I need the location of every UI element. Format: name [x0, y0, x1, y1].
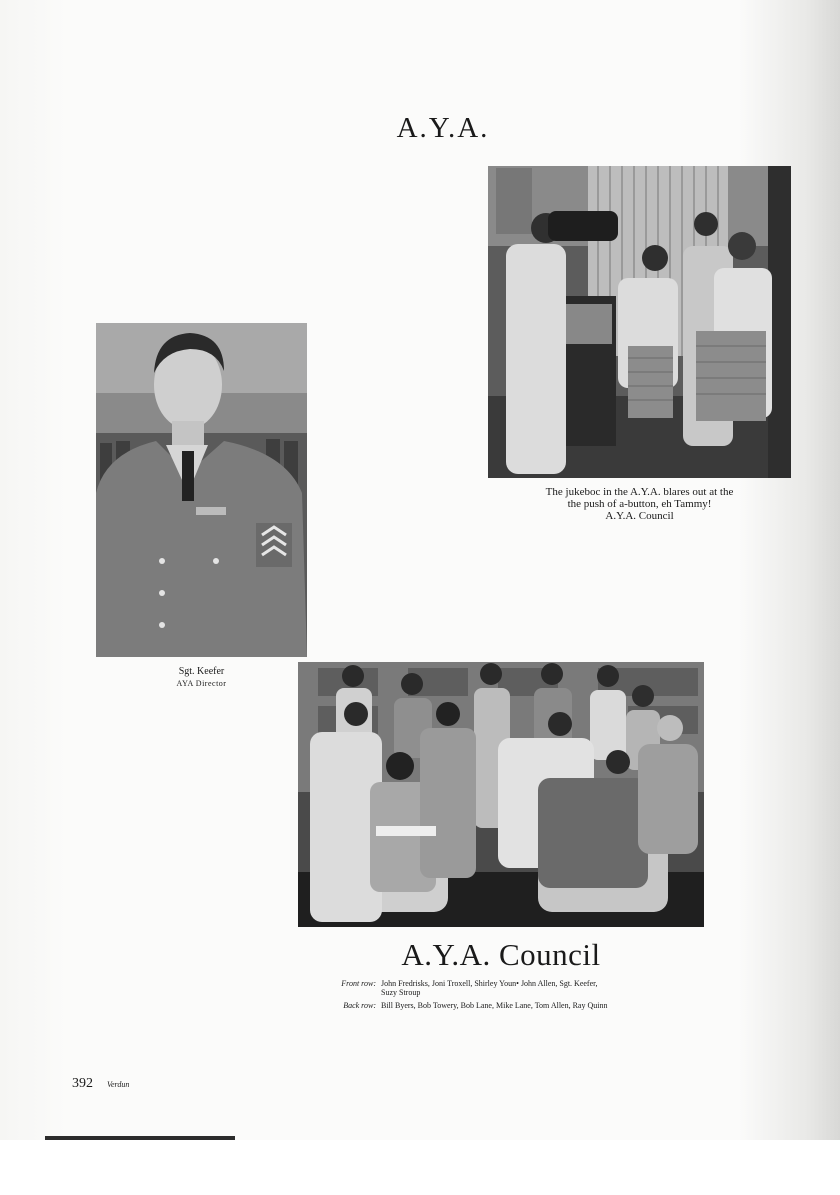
front-row-names: [326, 979, 706, 997]
jukebox-caption-line: The jukeboc in the A.Y.A. blares out at the: [545, 486, 734, 498]
front-row-label: Front row:: [341, 979, 376, 988]
front-row-list: [381, 979, 706, 997]
jukebox-caption-line: A.Y.A. Council: [605, 510, 674, 522]
back-row-list: Bill Byers, Bob Towery, Bob Lane, Mike Lane, Tom Allen, Ray Quinn: [381, 1001, 608, 1010]
page-bottom-margin: [0, 1140, 840, 1195]
back-row-label: Back row:: [343, 1001, 376, 1010]
jukebox-caption: [488, 486, 791, 522]
keefer-role: AYA Director: [176, 679, 227, 688]
page-title: A.Y.A.: [396, 112, 490, 144]
front-row-line: Suzy Stroup: [381, 988, 421, 997]
keefer-name: Sgt. Keefer: [178, 666, 225, 677]
jukebox-caption-line: the push of a-button, eh Tammy!: [567, 498, 712, 510]
back-row-names: [326, 1001, 706, 1010]
keefer-portrait: [96, 323, 307, 657]
council-names: [326, 979, 706, 1014]
keefer-caption: [96, 666, 307, 690]
jukebox-photo: [488, 166, 791, 478]
council-group-photo: [298, 662, 704, 927]
front-row-line: John Fredrisks, Joni Troxell, Shirley Youn• John Allen, Sgt. Keefer,: [381, 979, 598, 988]
council-title: A.Y.A. Council: [401, 937, 601, 972]
book-name: Verdun: [107, 1080, 130, 1089]
page-folio: [72, 1076, 129, 1092]
page-edge-line: [45, 1136, 235, 1140]
page-number: 392: [72, 1076, 93, 1091]
